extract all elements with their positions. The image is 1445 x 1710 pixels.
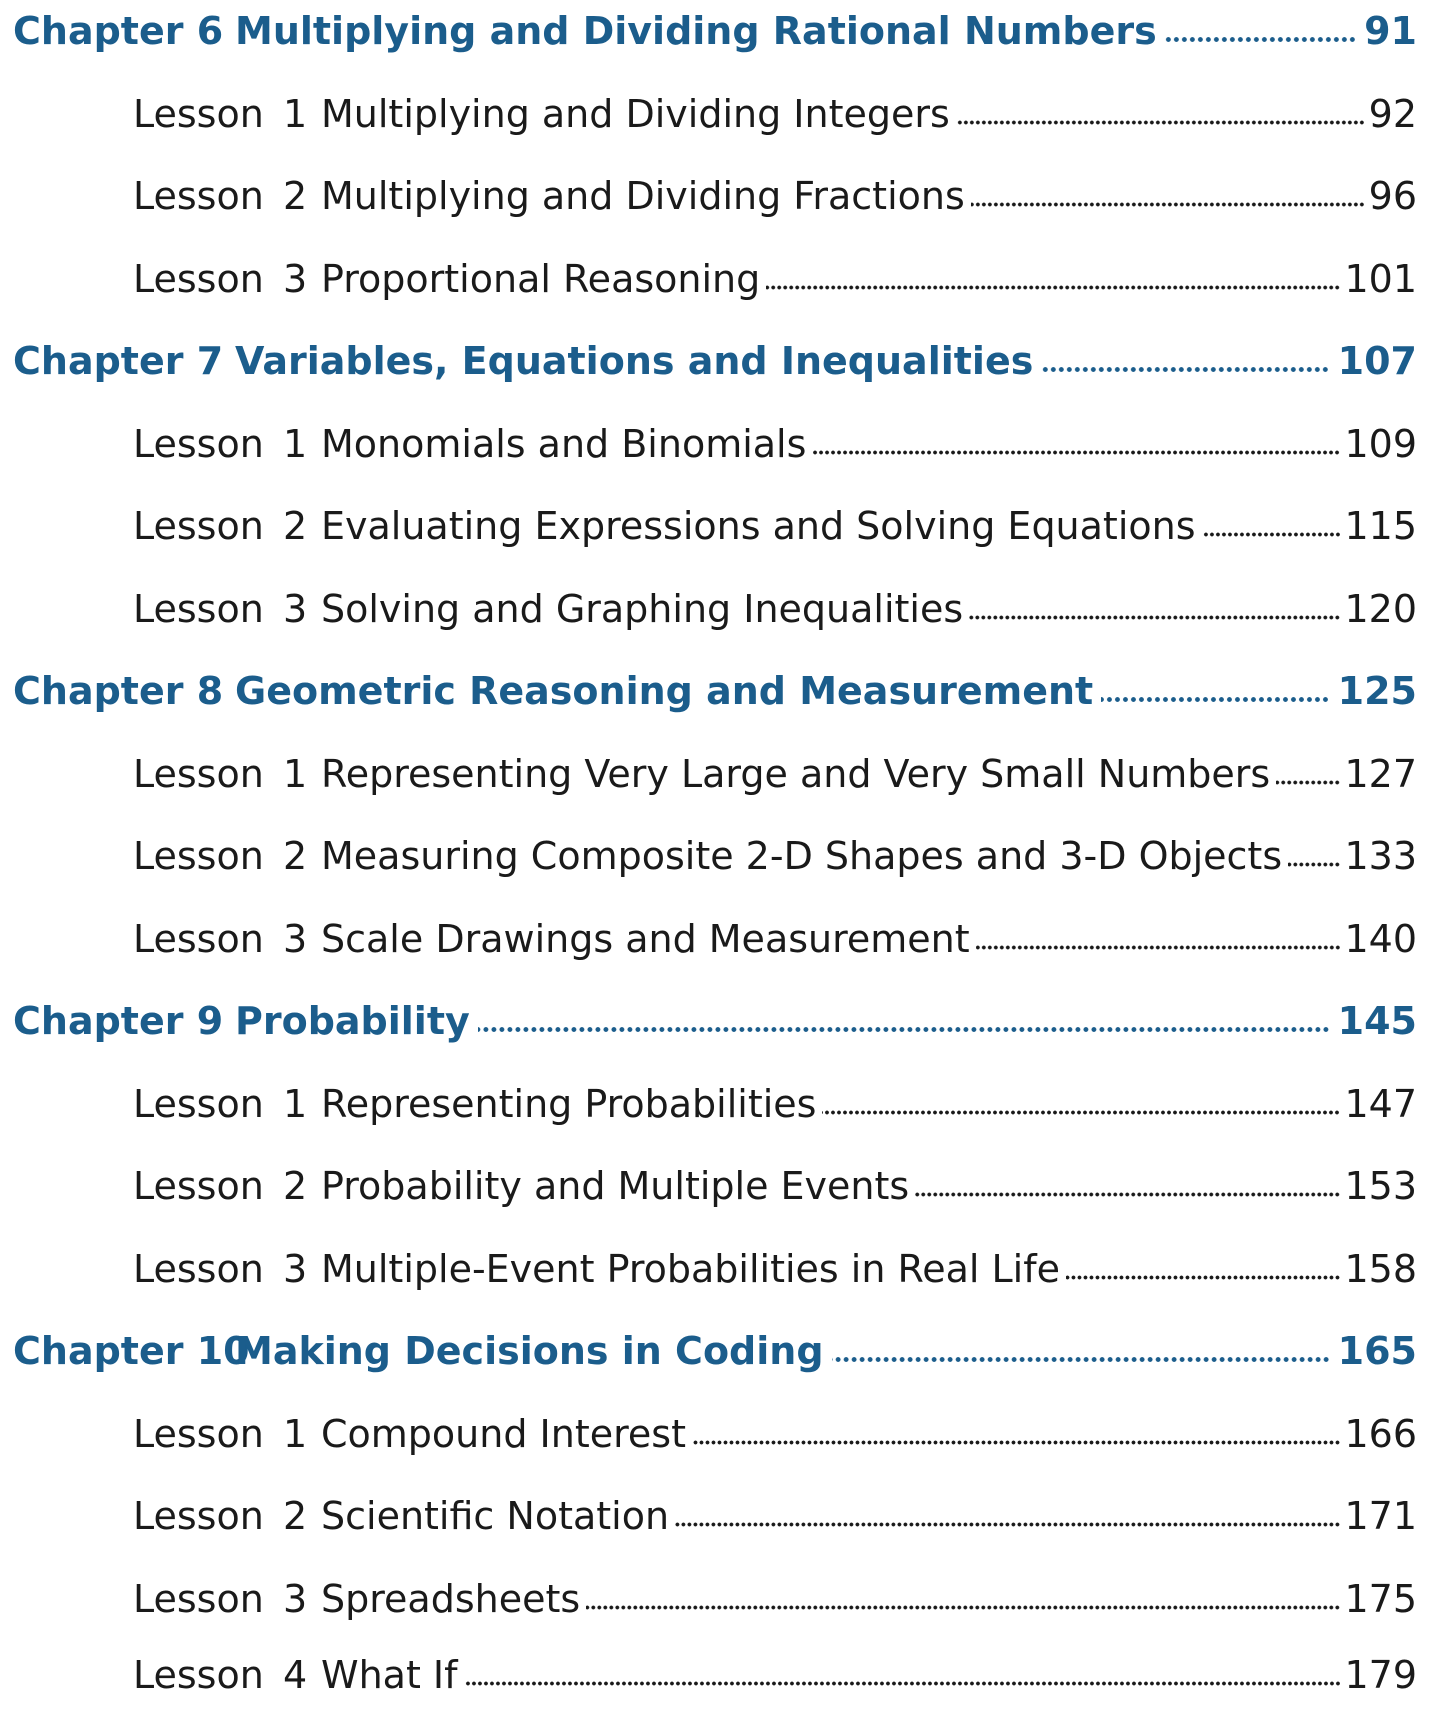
lesson-row[interactable] <box>0 741 1445 807</box>
lesson-page-number: 101 <box>1344 257 1417 301</box>
lesson-row[interactable] <box>0 1153 1445 1219</box>
lesson-row[interactable] <box>0 576 1445 642</box>
chapter-page-number: 125 <box>1337 669 1417 713</box>
lesson-word: Lesson <box>133 92 264 136</box>
lesson-title: Compound Interest <box>321 1412 686 1456</box>
lesson-word: Lesson <box>133 257 264 301</box>
lesson-title: Spreadsheets <box>321 1577 581 1621</box>
chapter-page-number: 145 <box>1337 999 1417 1043</box>
lesson-title: Multiple-Event Probabilities in Real Life <box>321 1247 1060 1291</box>
lesson-number: 2 <box>283 174 308 218</box>
dot-leader <box>478 1027 1330 1032</box>
chapter-row[interactable] <box>0 988 1445 1054</box>
lesson-word: Lesson <box>133 1247 264 1291</box>
chapter-label: Chapter 6 <box>13 9 224 53</box>
lesson-number: 1 <box>283 1412 308 1456</box>
lesson-row[interactable] <box>0 1642 1445 1708</box>
lesson-word: Lesson <box>133 504 264 548</box>
dot-leader <box>464 1681 1341 1686</box>
lesson-number: 3 <box>283 257 308 301</box>
lesson-title: Probability and Multiple Events <box>321 1164 910 1208</box>
lesson-word: Lesson <box>133 917 264 961</box>
lesson-row[interactable] <box>0 493 1445 559</box>
lesson-page-number: 127 <box>1344 752 1417 796</box>
lesson-page-number: 140 <box>1344 917 1417 961</box>
lesson-row[interactable] <box>0 246 1445 312</box>
lesson-page-number: 166 <box>1344 1412 1417 1456</box>
chapter-title: Making Decisions in Coding <box>235 1329 824 1373</box>
lesson-page-number: 171 <box>1344 1494 1417 1538</box>
chapter-label: Chapter 10 <box>13 1329 250 1373</box>
lesson-title: Representing Probabilities <box>321 1082 817 1126</box>
chapter-title: Geometric Reasoning and Measurement <box>235 669 1094 713</box>
chapter-label: Chapter 7 <box>13 339 224 383</box>
chapter-title: Probability <box>235 999 470 1043</box>
chapter-title: Multiplying and Dividing Rational Numbers <box>235 9 1157 53</box>
lesson-page-number: 153 <box>1344 1164 1417 1208</box>
lesson-word: Lesson <box>133 834 264 878</box>
dot-leader <box>1101 697 1329 702</box>
dot-leader <box>915 1192 1340 1197</box>
lesson-row[interactable] <box>0 163 1445 229</box>
lesson-word: Lesson <box>133 587 264 631</box>
chapter-page-number: 165 <box>1337 1329 1417 1373</box>
lesson-page-number: 115 <box>1344 504 1417 548</box>
dot-leader <box>675 1522 1340 1527</box>
dot-leader <box>969 615 1340 620</box>
lesson-title: Multiplying and Dividing Integers <box>321 92 950 136</box>
dot-leader <box>1288 862 1340 867</box>
dot-leader <box>1165 37 1356 42</box>
chapter-page-number: 91 <box>1364 9 1417 53</box>
lesson-page-number: 175 <box>1344 1577 1417 1621</box>
dot-leader <box>976 945 1341 950</box>
lesson-title: Evaluating Expressions and Solving Equations <box>321 504 1196 548</box>
lesson-row[interactable] <box>0 411 1445 477</box>
lesson-title: Proportional Reasoning <box>321 257 761 301</box>
chapter-title: Variables, Equations and Inequalities <box>235 339 1034 383</box>
chapter-row[interactable] <box>0 328 1445 394</box>
lesson-title: Representing Very Large and Very Small Numbers <box>321 752 1271 796</box>
dot-leader <box>1202 532 1341 537</box>
dot-leader <box>692 1440 1340 1445</box>
lesson-row[interactable] <box>0 823 1445 889</box>
dot-leader <box>1041 367 1329 372</box>
chapter-page-number: 107 <box>1337 339 1417 383</box>
lesson-number: 2 <box>283 1164 308 1208</box>
dot-leader <box>822 1110 1340 1115</box>
dot-leader <box>956 120 1365 125</box>
lesson-title: Solving and Graphing Inequalities <box>321 587 964 631</box>
chapter-row[interactable] <box>0 658 1445 724</box>
lesson-row[interactable] <box>0 81 1445 147</box>
lesson-number: 1 <box>283 752 308 796</box>
lesson-number: 2 <box>283 504 308 548</box>
lesson-page-number: 109 <box>1344 422 1417 466</box>
lesson-title: Monomials and Binomials <box>321 422 807 466</box>
chapter-label: Chapter 9 <box>13 999 224 1043</box>
lesson-word: Lesson <box>133 1082 264 1126</box>
lesson-row[interactable] <box>0 1071 1445 1137</box>
lesson-row[interactable] <box>0 1483 1445 1549</box>
lesson-number: 1 <box>283 92 308 136</box>
lesson-number: 2 <box>283 1494 308 1538</box>
chapter-label: Chapter 8 <box>13 669 224 713</box>
dot-leader <box>971 202 1365 207</box>
lesson-page-number: 158 <box>1344 1247 1417 1291</box>
dot-leader <box>832 1357 1330 1362</box>
lesson-number: 4 <box>283 1653 308 1697</box>
lesson-page-number: 133 <box>1344 834 1417 878</box>
lesson-page-number: 92 <box>1368 92 1417 136</box>
dot-leader <box>586 1605 1340 1610</box>
chapter-row[interactable] <box>0 1318 1445 1384</box>
lesson-number: 1 <box>283 422 308 466</box>
lesson-row[interactable] <box>0 906 1445 972</box>
lesson-page-number: 147 <box>1344 1082 1417 1126</box>
lesson-title: Scientific Notation <box>321 1494 670 1538</box>
chapter-row[interactable] <box>0 0 1445 64</box>
lesson-page-number: 96 <box>1368 174 1417 218</box>
lesson-row[interactable] <box>0 1236 1445 1302</box>
dot-leader <box>1276 780 1340 785</box>
lesson-number: 3 <box>283 1247 308 1291</box>
lesson-page-number: 179 <box>1344 1653 1417 1697</box>
lesson-title: What If <box>321 1653 458 1697</box>
dot-leader <box>766 285 1340 290</box>
lesson-title: Scale Drawings and Measurement <box>321 917 970 961</box>
lesson-word: Lesson <box>133 1653 264 1697</box>
lesson-number: 3 <box>283 1577 308 1621</box>
lesson-number: 1 <box>283 1082 308 1126</box>
lesson-word: Lesson <box>133 1164 264 1208</box>
lesson-number: 3 <box>283 917 308 961</box>
lesson-page-number: 120 <box>1344 587 1417 631</box>
lesson-word: Lesson <box>133 1577 264 1621</box>
lesson-word: Lesson <box>133 1494 264 1538</box>
lesson-row[interactable] <box>0 1401 1445 1467</box>
lesson-title: Multiplying and Dividing Fractions <box>321 174 965 218</box>
lesson-word: Lesson <box>133 1412 264 1456</box>
lesson-row[interactable] <box>0 1566 1445 1632</box>
lesson-number: 2 <box>283 834 308 878</box>
lesson-word: Lesson <box>133 422 264 466</box>
lesson-number: 3 <box>283 587 308 631</box>
lesson-title: Measuring Composite 2-D Shapes and 3-D Objects <box>321 834 1283 878</box>
dot-leader <box>812 450 1340 455</box>
lesson-word: Lesson <box>133 174 264 218</box>
lesson-word: Lesson <box>133 752 264 796</box>
dot-leader <box>1066 1275 1340 1280</box>
